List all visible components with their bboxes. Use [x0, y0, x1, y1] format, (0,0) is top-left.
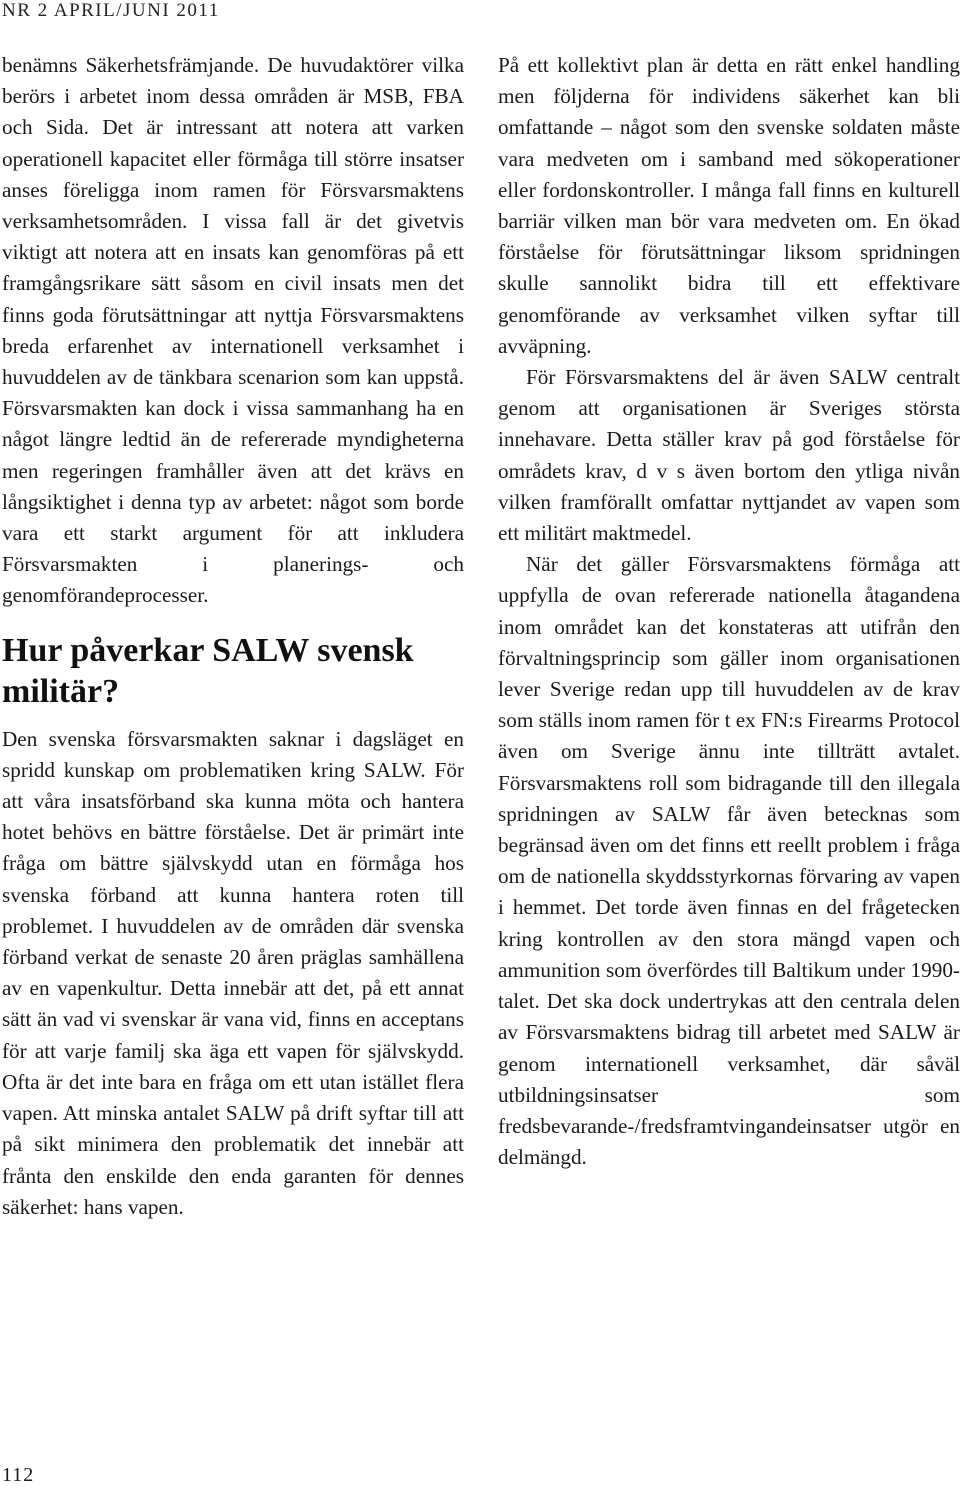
right-column — [498, 50, 960, 1173]
body-paragraph: För Försvarsmaktens del är även SALW centralt genom att organisationen är Sveriges största innehavare. Detta ställer krav på god förståelse för områdets krav, d v s även bortom den ytliga nivån vilken framförallt omfattar nyttjandet av vapen som ett militärt maktmedel. — [498, 365, 960, 546]
body-paragraph: När det gäller Försvarsmaktens förmåga att uppfylla de ovan refererade nationella åtagandena inom området kan det konstateras att utifrån den förvaltningsprincip som gäller inom organisationen lever Sverige redan upp till huvuddelen av de krav som ställs inom ramen för t ex FN:s Firearms Protocol även om Sverige ännu inte tillträtt avtalet. Försvarsmaktens roll som bidragande till den illegala spridningen av SALW får även betecknas som begränsad även om det finns ett reellt problem i fråga om de nationella skyddsstyrkornas förvaring av vapen i hemmet. Det torde även finnas en del frågetecken kring kontrollen av den stora mängd vapen och ammunition som överfördes till Baltikum under 1990-talet. Det ska dock undertrykas att den centrala delen av Försvarsmaktens bidrag till arbetet med SALW är genom internationell verksamhet, där såväl utbildningsinsatser som fredsbevarande-/fredsframtvingandeinsatser utgör en delmängd. — [498, 552, 960, 1170]
left-column — [2, 50, 464, 1223]
body-paragraph: På ett kollektivt plan är detta en rätt enkel handling men följderna för individens säkerhet kan bli omfattande – något som den svenske soldaten måste vara medveten om i samband med sökoperationer eller fordonskontroller. I många fall finns en kulturell barriär vilken man bör vara medveten om. En ökad förståelse för förutsättningar liksom spridningen skulle sannolikt bidra till ett effektivare genomförande av verksamhet vilken syftar till avväpning. — [498, 53, 960, 358]
section-heading: Hur påverkar SALW svensk militär? — [2, 631, 414, 710]
body-paragraph: Den svenska försvarsmakten saknar i dagsläget en spridd kunskap om problematiken kring SALW. För att våra insatsförband ska kunna möta och hantera hotet behövs en bättre förståelse. Det är primärt inte fråga om bättre självskydd utan en förmåga hos svenska förband att kunna hantera roten till problemet. I huvuddelen av de områden där svenska förband verkat de senaste 20 åren präglas samhällena av en vapenkultur. Detta innebär att det, på ett annat sätt än vad vi svenskar är vana vid, finns en acceptans för att varje familj ska äga ett vapen för självskydd. Ofta är det inte bara en fråga om ett utan istället flera vapen. Att minska antalet SALW på drift syftar till att på sikt minimera den problematik det innebär att frånta den enskilde den enda garanten för dennes säkerhet: hans vapen. — [2, 726, 464, 1219]
body-paragraph: benämns Säkerhetsfrämjande. De huvudaktörer vilka berörs i arbetet inom dessa områden är MSB, FBA och Sida. Det är intressant att notera att varken operationell kapacitet eller förmåga till större insatser anses föreligga inom ramen för Försvarsmaktens verksamhetsområden. I vissa fall är det givetvis viktigt att notera att en insats kan genomföras på ett framgångsrikare sätt såsom en civil insats men det finns goda förutsättningar att nyttja Försvarsmaktens breda erfarenhet av internationell verksamhet i huvuddelen av de tänkbara scenarion som kan uppstå. Försvarsmakten kan dock i vissa sammanhang ha en något längre ledtid än de refererade myndigheterna men regeringen framhåller även att det krävs en långsiktighet i denna typ av arbetet: något som borde vara ett starkt argument för att inkludera Försvarsmakten i planerings- och genomförandeprocesser. — [2, 53, 464, 608]
page-number: 112 — [2, 1464, 35, 1486]
issue-header: NR 2 APRIL/JUNI 2011 — [2, 0, 220, 21]
